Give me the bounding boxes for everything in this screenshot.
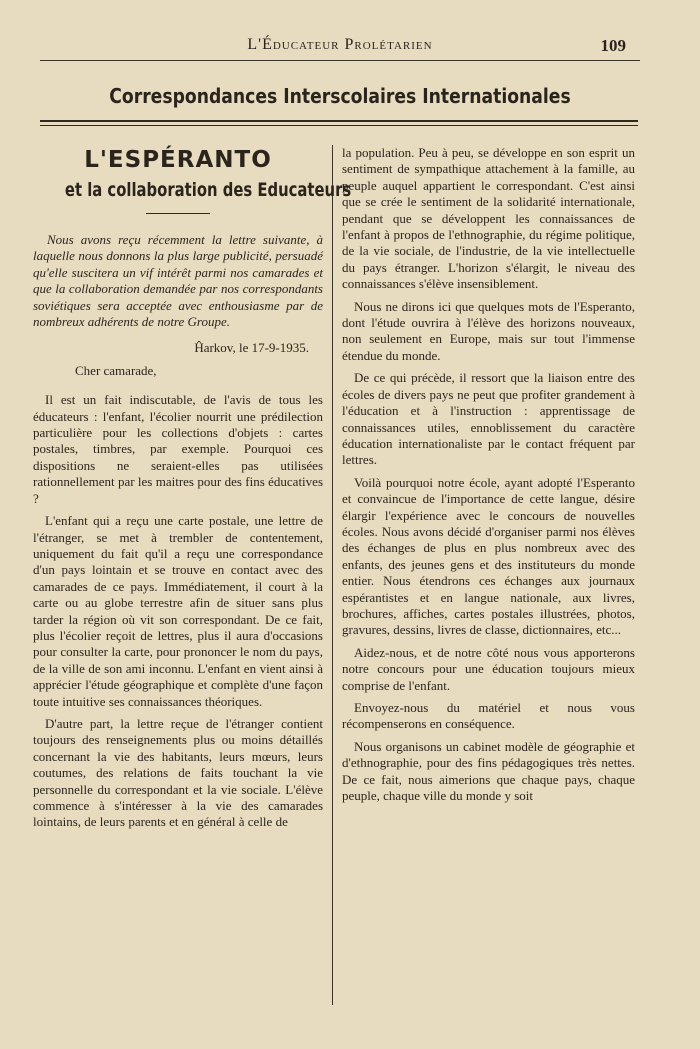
title-rule: [146, 213, 210, 214]
section-rule: [40, 120, 638, 122]
article-subtitle: et la collaboration des Educateurs: [64, 179, 352, 201]
article-title: L'ESPÉRANTO: [84, 147, 272, 173]
body-paragraph: De ce qui précède, il ressort que la liaison entre des écoles de divers pays ne peut que profiter grandement à l'éducation et à l'instruction : apprentissage de connaissances utiles, ennoblissement du caractère éducation internationaliste par le contact fréquent par lettres.: [342, 370, 635, 468]
body-paragraph-continued: la population. Peu à peu, se développe en son esprit un sentiment de sympathique attachement à la famille, au peuple auquel appartient le correspondant. C'est ainsi que se crée le sentiment de la solidarité internationale, pendant que se développent les connaissances de l'enfant à propos de l'ethnographie, du régime politique, de la vie sociale, de l'industrie, de la vie intellectuelle du pays étranger. L'horizon s'élargit, le niveau des connaissances s'élève insensiblement.: [342, 145, 635, 292]
dateline: Ĥarkov, le 17-9-1935.: [194, 340, 309, 356]
page-number: 109: [600, 36, 626, 55]
body-paragraph: Envoyez-nous du matériel et nous vous récompenserons en conséquence.: [342, 700, 635, 732]
running-head: [40, 34, 640, 61]
column-divider: [332, 145, 333, 1005]
body-paragraph: Aidez-nous, et de notre côté nous vous apporterons notre concours pour une éducation toujours mieux comprise de l'enfant.: [342, 644, 635, 693]
section-rule-thin: [40, 125, 638, 126]
body-paragraph: Nous ne dirons ici que quelques mots de l'Esperanto, dont l'étude ouvrira à l'élève des horizons nouveaux, non seulement en Europe, mais sur tout l'immense étendue du monde.: [342, 298, 635, 363]
body-paragraph: Il est un fait indiscutable, de l'avis de tous les éducateurs : l'enfant, l'écolier nourrit une prédilection particulière pour les collections d'objets : cartes postales, timbres, par exemple. Pourquoi ces dispositions ne seraient-elles pas utilisées rationnellement par les maitres pour des fins éducatives ?: [33, 392, 323, 506]
right-column: [342, 145, 635, 810]
left-column: [33, 145, 352, 837]
body-paragraph: Nous organisons un cabinet modèle de géographie et d'ethnographie, pour des fins pédagogiques très nettes. De ce fait, nous aimerions que chaque pays, chaque peuple, chaque ville du monde y soit: [342, 738, 635, 804]
editor-intro: Nous avons reçu récemment la lettre suivante, à laquelle nous donnons la plus large publicité, persuadé qu'elle suscitera un vif intérêt parmi nos camarades et que la collaboration demandée par nos correspondants soviétiques sera acceptée avec enthousiasme par de nombreux adhérents de notre Groupe.: [33, 232, 323, 330]
body-paragraph: Voilà pourquoi notre école, ayant adopté l'Esperanto et convaincue de l'importance de cette langue, désire élargir l'expérience avec le concours de nouvelles écoles. Nous avons décidé d'organiser parmi nos élèves des échanges de plus en plus nombreux avec des enfants, des jeunes gens et des instituteurs du monde entier. Nous étendrons ces échanges aux journaux espérantistes et en langue nationale, aux livres, brochures, affiches, cartes postales illustrées, photos, gravures, dessins, livres de classe, dictionnaires, etc...: [342, 474, 635, 638]
journal-name: L'Éducateur Prolétarien: [247, 36, 433, 53]
salutation: Cher camarade,: [75, 362, 157, 378]
body-paragraph: D'autre part, la lettre reçue de l'étranger contient toujours des renseignements plus ou moins détaillés concernant la vie des habitants, leurs mœurs, leurs coutumes, des relations de faits touchant la vie personnelle du correspondant et la vie sociale. L'élève commence à s'intéresser à la vie des camarades lointains, de leurs parents et en général à celle de: [33, 715, 323, 830]
body-paragraph: L'enfant qui a reçu une carte postale, une lettre de l'étranger, se met à trembler de contentement, uniquement du fait qu'il a reçu une correspondance d'un pays lointain et se trouve en contact avec des camarades de ce pays. Immédiatement, il court à la carte ou au globe terrestre afin de situer sans plus tarder la région où vit son correspondant. De ce fait, plus l'écolier reçoit de lettres, plus il aura d'occasions pour consulter la carte, pour prononcer le nom du pays, de la ville de son ami inconnu. L'enfant en vient ainsi à apprécier l'étude géographique et complète d'une façon toute intuitive ses connaissances théoriques.: [33, 513, 323, 709]
section-title: Correspondances Interscolaires Internationales: [109, 84, 571, 108]
